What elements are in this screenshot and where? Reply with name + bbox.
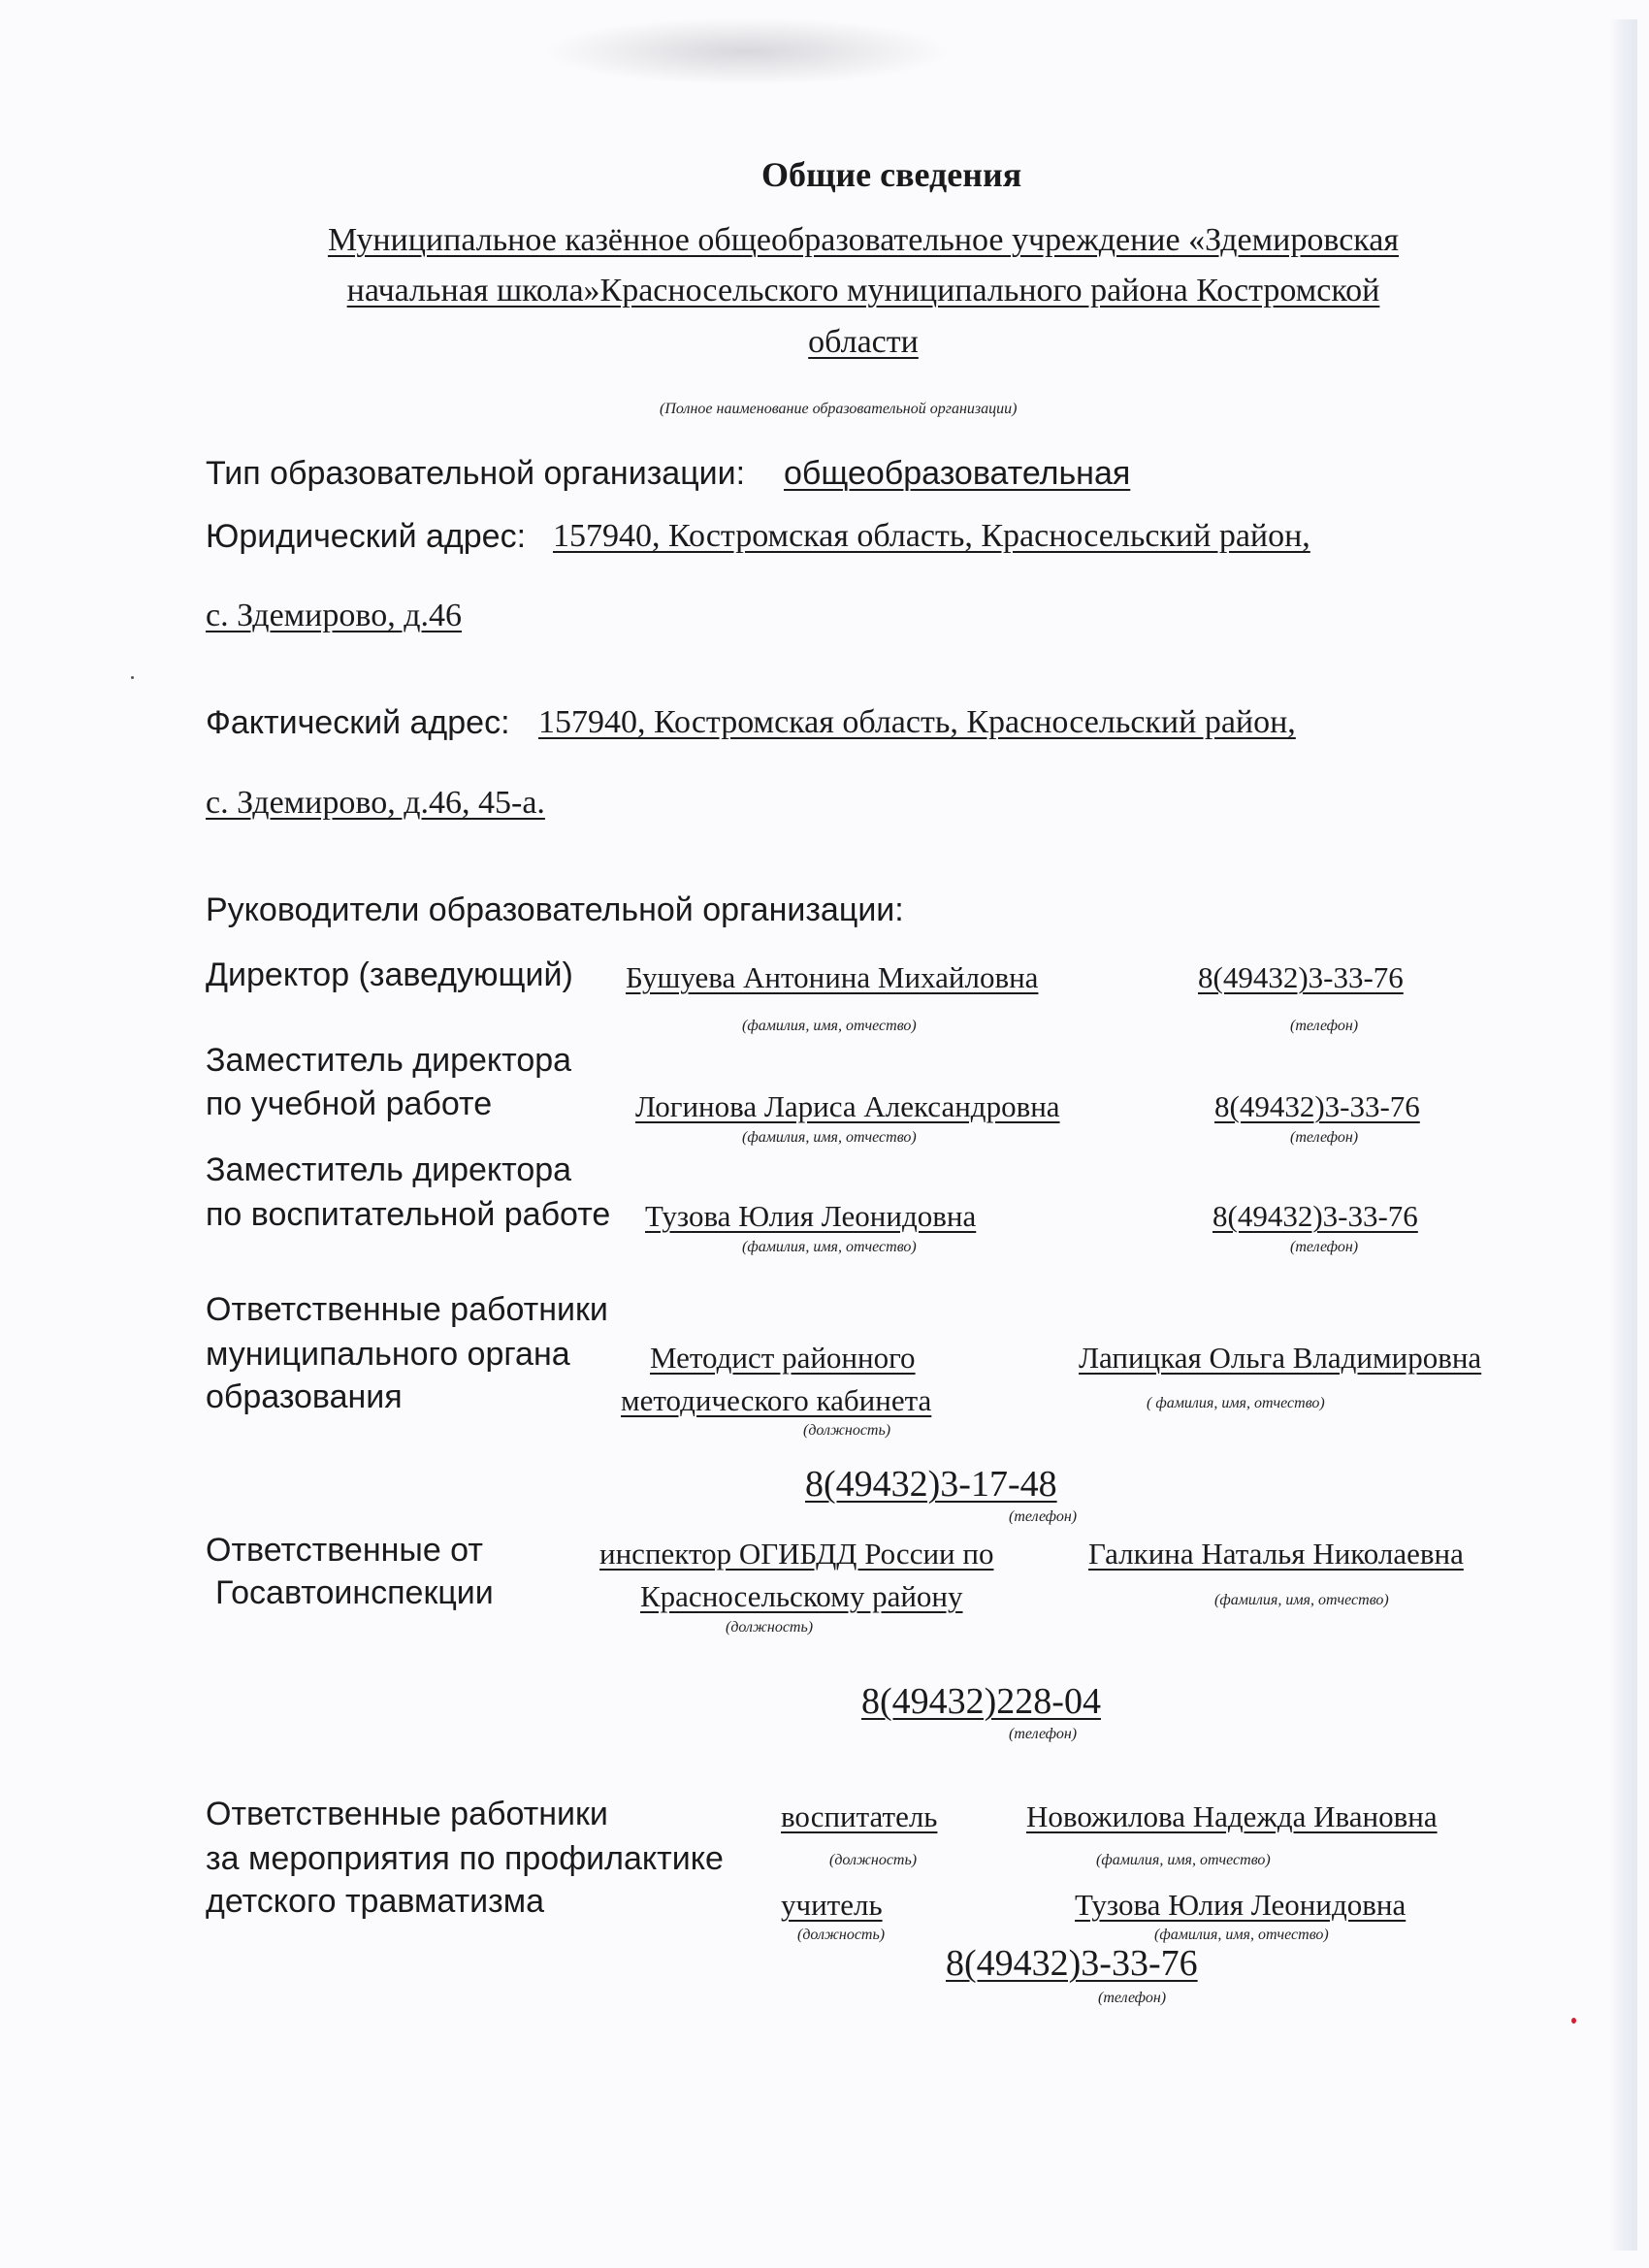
- org-name-line-3: области: [808, 324, 919, 360]
- municipal-label-2: муниципального органа: [206, 1336, 570, 1373]
- deputy-upbringing-phone: 8(49432)3-33-76: [1212, 1199, 1418, 1233]
- traffic-police-phone-hint: (телефон): [1009, 1726, 1078, 1742]
- injury-person2-name: Тузова Юлия Леонидовна: [1075, 1888, 1406, 1922]
- deputy-study-label-2: по учебной работе: [206, 1085, 493, 1122]
- director-name-hint: (фамилия, имя, отчество): [742, 1018, 917, 1034]
- deputy-study-label-1: Заместитель директора: [206, 1042, 572, 1079]
- deputy-upbringing-phone-hint: (телефон): [1290, 1239, 1359, 1255]
- legal-address-label: Юридический адрес:: [206, 518, 527, 555]
- traffic-police-position-line-2: Красносельскому району: [640, 1579, 963, 1613]
- injury-person1-name-hint: (фамилия, имя, отчество): [1096, 1852, 1271, 1868]
- leaders-heading: Руководители образовательной организации:: [206, 891, 904, 928]
- legal-address-line-1: 157940, Костромская область, Красносельский район,: [553, 518, 1310, 554]
- scan-smudge: [543, 17, 951, 85]
- municipal-phone-hint: (телефон): [1009, 1508, 1078, 1525]
- page-title: Общие сведения: [761, 155, 1022, 194]
- deputy-upbringing-label-2: по воспитательной работе: [206, 1196, 611, 1233]
- municipal-position-hint: (должность): [803, 1422, 891, 1439]
- actual-address-label: Фактический адрес:: [206, 704, 510, 741]
- injury-label-3: детского травматизма: [206, 1883, 545, 1920]
- scan-edge: [1610, 19, 1637, 2251]
- deputy-upbringing-label-1: Заместитель директора: [206, 1151, 572, 1188]
- deputy-study-name: Логинова Лариса Александровна: [635, 1089, 1060, 1123]
- injury-person1-position-hint: (должность): [829, 1852, 918, 1868]
- org-name-hint: (Полное наименование образовательной организации): [660, 401, 1018, 417]
- municipal-phone: 8(49432)3-17-48: [805, 1464, 1057, 1505]
- traffic-police-position-hint: (должность): [726, 1619, 814, 1636]
- traffic-police-phone: 8(49432)228-04: [861, 1681, 1101, 1722]
- actual-address-line-1: 157940, Костромская область, Красносельский район,: [538, 704, 1296, 740]
- deputy-upbringing-name: Тузова Юлия Леонидовна: [645, 1199, 977, 1233]
- org-type-value: общеобразовательная: [784, 455, 1131, 492]
- injury-person2-name-hint: (фамилия, имя, отчество): [1154, 1927, 1329, 1943]
- director-phone-hint: (телефон): [1290, 1018, 1359, 1034]
- municipal-position-line-2: методического кабинета: [621, 1383, 932, 1417]
- injury-person1-position: воспитатель: [781, 1799, 938, 1833]
- injury-phone: 8(49432)3-33-76: [946, 1943, 1198, 1984]
- municipal-label-1: Ответственные работники: [206, 1291, 608, 1328]
- injury-phone-hint: (телефон): [1098, 1990, 1167, 2006]
- director-name: Бушуева Антонина Михайловна: [626, 960, 1039, 994]
- traffic-police-name: Галкина Наталья Николаевна: [1088, 1537, 1464, 1571]
- injury-person2-position: учитель: [781, 1888, 883, 1922]
- org-name-line-1: Муниципальное казённое общеобразовательное учреждение «Здемировская: [327, 222, 1400, 258]
- scan-speck: [1571, 2018, 1576, 2024]
- municipal-name-hint: ( фамилия, имя, отчество): [1147, 1395, 1325, 1411]
- injury-label-2: за мероприятия по профилактике: [206, 1840, 724, 1877]
- traffic-police-name-hint: (фамилия, имя, отчество): [1214, 1592, 1389, 1608]
- traffic-police-label-1: Ответственные от: [206, 1532, 483, 1569]
- actual-address-line-2: с. Здемирово, д.46, 45-а.: [206, 785, 545, 821]
- director-label: Директор (заведующий): [206, 956, 573, 993]
- legal-address-line-2: с. Здемирово, д.46: [206, 598, 462, 633]
- deputy-study-name-hint: (фамилия, имя, отчество): [742, 1129, 917, 1146]
- injury-person1-name: Новожилова Надежда Ивановна: [1026, 1799, 1438, 1833]
- municipal-name: Лапицкая Ольга Владимировна: [1079, 1341, 1482, 1375]
- deputy-study-phone: 8(49432)3-33-76: [1214, 1089, 1420, 1123]
- municipal-position-line-1: Методист районного: [650, 1341, 916, 1375]
- deputy-upbringing-name-hint: (фамилия, имя, отчество): [742, 1239, 917, 1255]
- director-phone: 8(49432)3-33-76: [1198, 960, 1404, 994]
- injury-label-1: Ответственные работники: [206, 1796, 608, 1832]
- traffic-police-label-2: Госавтоинспекции: [215, 1574, 494, 1611]
- deputy-study-phone-hint: (телефон): [1290, 1129, 1359, 1146]
- scan-speck: [131, 676, 134, 679]
- injury-person2-position-hint: (должность): [797, 1927, 886, 1943]
- municipal-label-3: образования: [206, 1378, 403, 1415]
- traffic-police-position-line-1: инспектор ОГИБДД России по: [599, 1537, 994, 1571]
- org-name-line-2: начальная школа»Красносельского муниципального района Костромской: [346, 273, 1380, 308]
- org-type-label: Тип образовательной организации:: [206, 455, 746, 492]
